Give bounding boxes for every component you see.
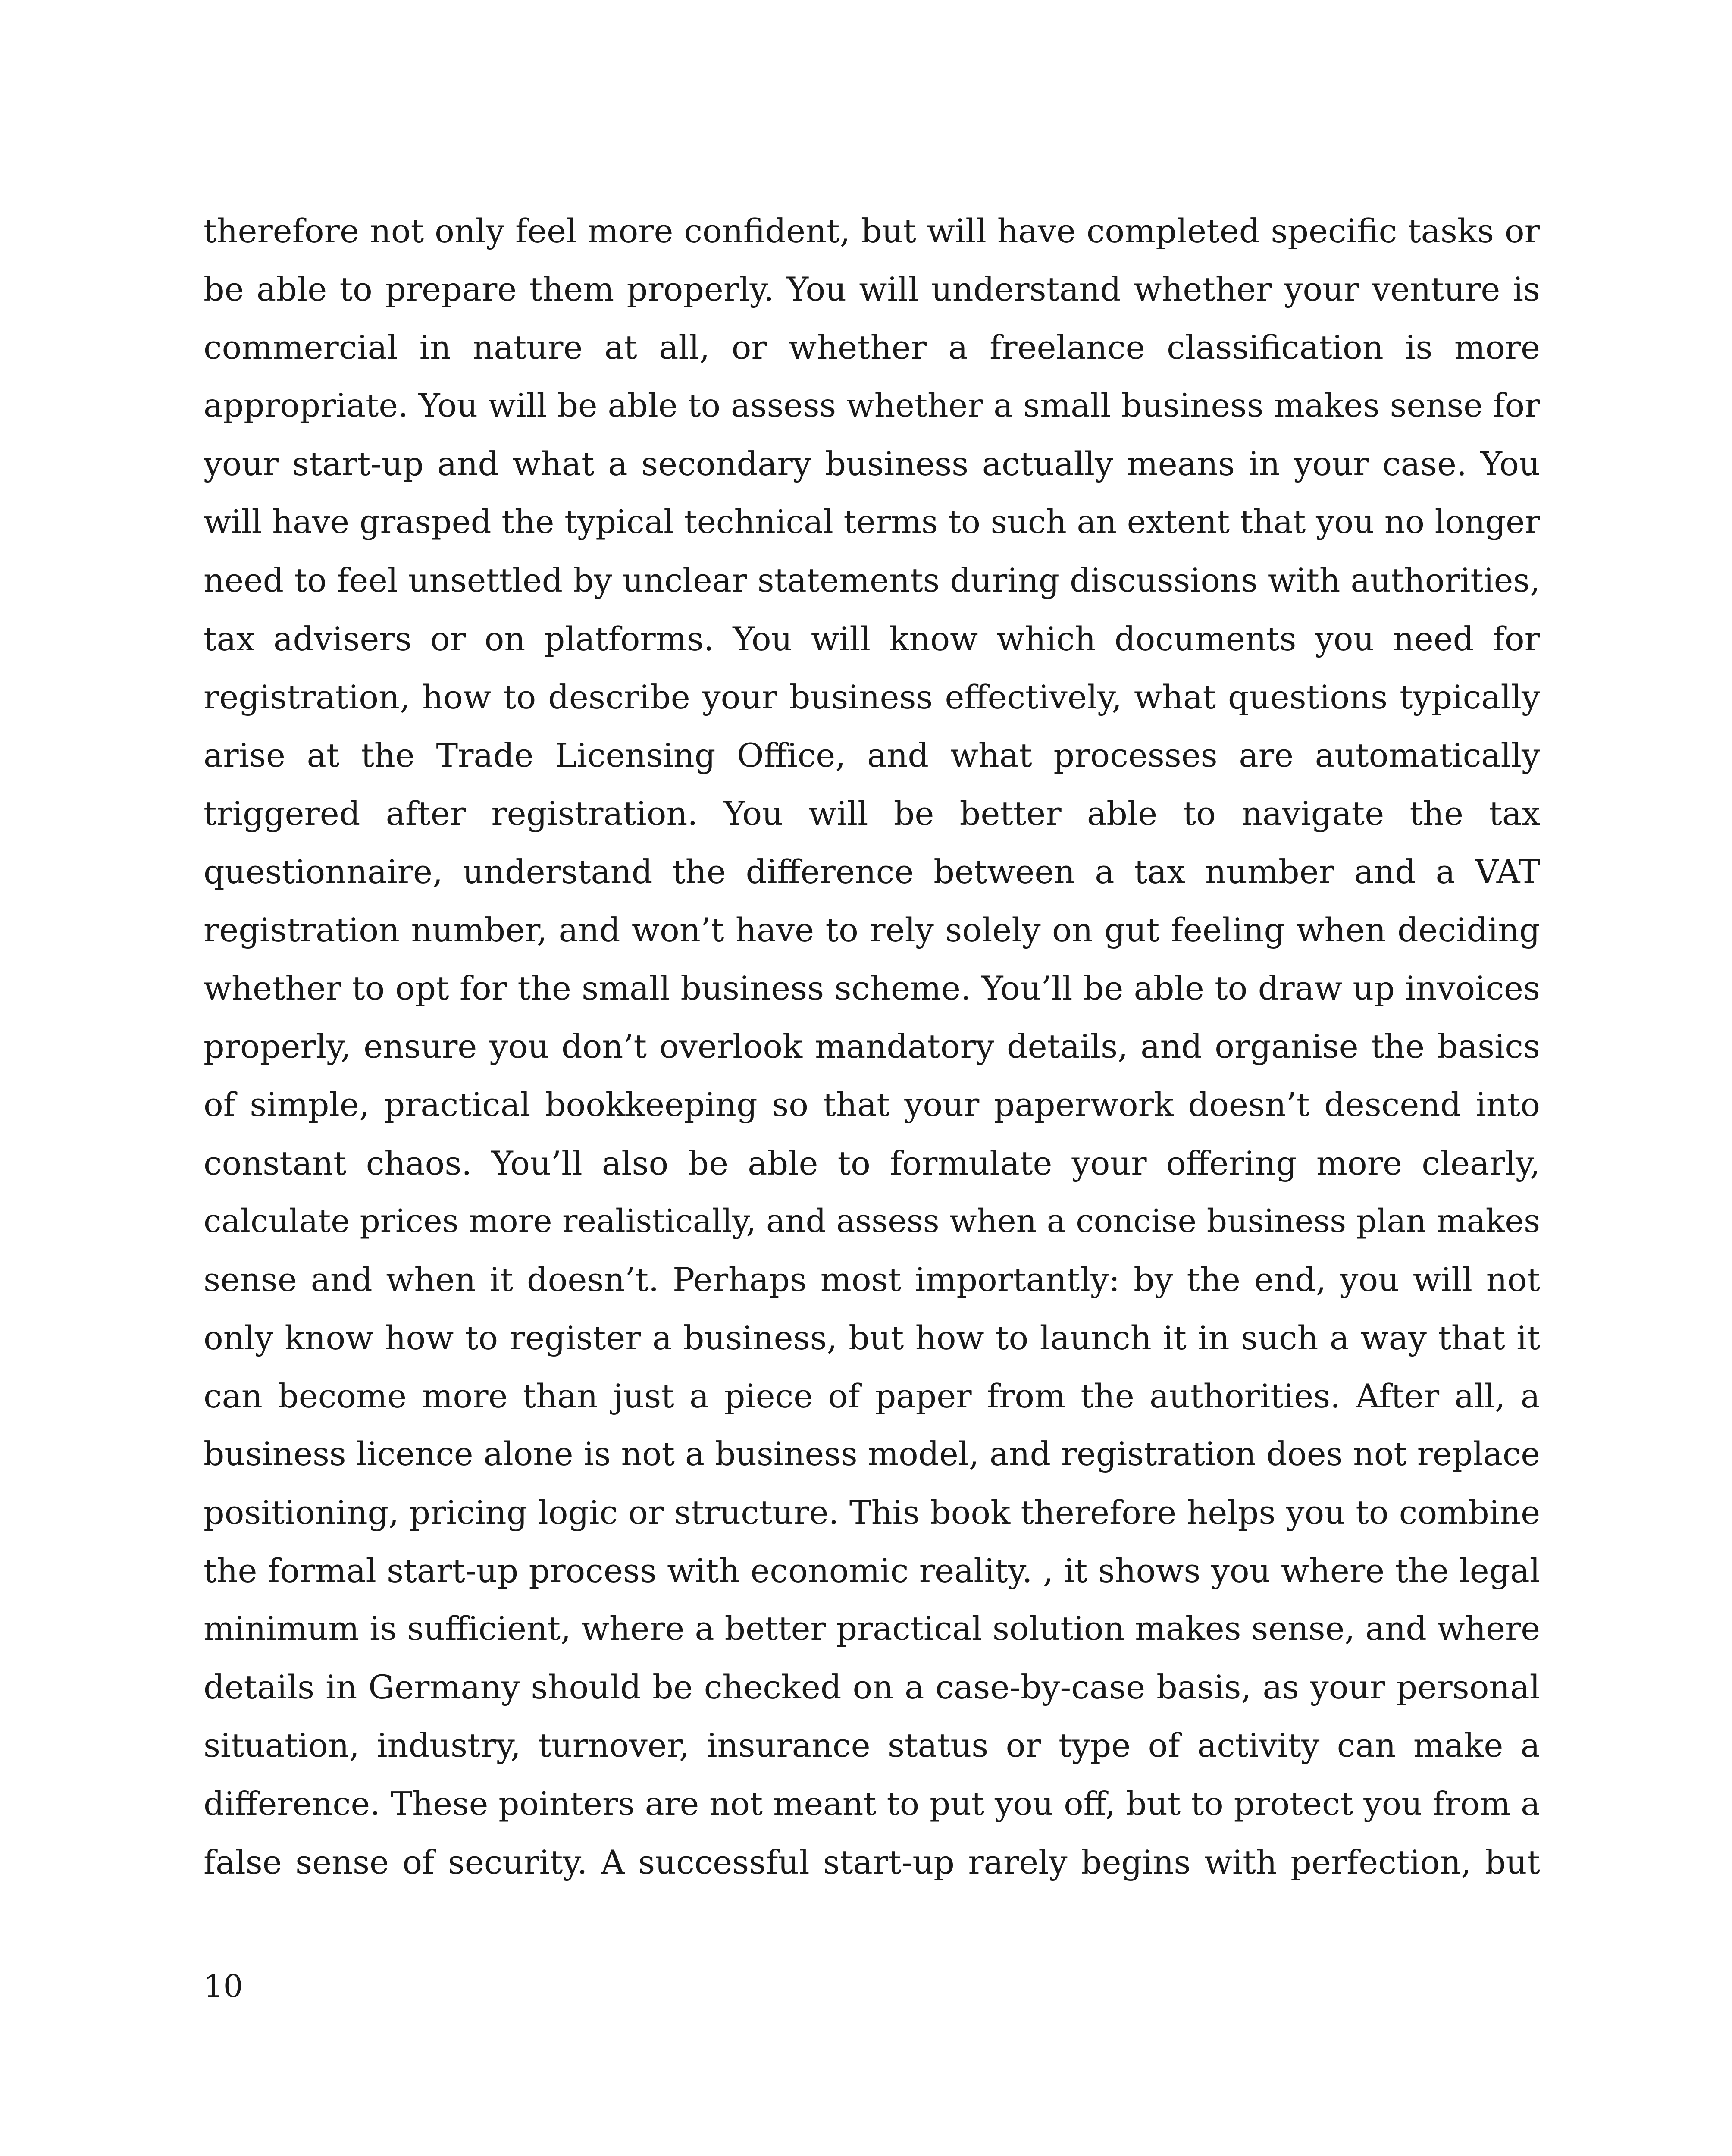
text-line: difference. These pointers are not meant to put you off, but to protect you from a — [204, 1784, 1540, 1823]
text-line: situation, industry, turnover, insurance status or type of activity can make a — [204, 1726, 1540, 1765]
text-line: properly, ensure you don’t overlook mandatory details, and organise the basics — [204, 1027, 1540, 1066]
text-line: of simple, practical bookkeeping so that your paperwork doesn’t descend into — [204, 1085, 1540, 1124]
page-number: 10 — [204, 1968, 243, 2004]
text-line: sense and when it doesn’t. Perhaps most importantly: by the end, you will not — [204, 1260, 1540, 1299]
text-line: calculate prices more realistically, and assess when a concise business plan makes — [204, 1202, 1540, 1240]
text-line: registration number, and won’t have to rely solely on gut feeling when deciding — [204, 911, 1540, 950]
text-line: only know how to register a business, but how to launch it in such a way that it — [204, 1318, 1540, 1357]
text-line: questionnaire, understand the difference between a tax number and a VAT — [204, 852, 1540, 891]
text-line: false sense of security. A successful start-up rarely begins with perfection, but — [204, 1843, 1540, 1881]
text-line: appropriate. You will be able to assess whether a small business makes sense for — [204, 386, 1540, 425]
text-line: the formal start-up process with economic reality. , it shows you where the legal — [204, 1551, 1540, 1590]
text-line: your start-up and what a secondary business actually means in your case. You — [204, 445, 1540, 483]
text-line: positioning, pricing logic or structure. This book therefore helps you to combine — [204, 1493, 1540, 1532]
text-line: can become more than just a piece of paper from the authorities. After all, a — [204, 1376, 1540, 1415]
text-line: therefore not only feel more confident, but will have completed specific tasks or — [204, 212, 1540, 250]
text-line: arise at the Trade Licensing Office, and what processes are automatically — [204, 736, 1540, 774]
text-line: triggered after registration. You will be better able to navigate the tax — [204, 794, 1540, 833]
text-line: commercial in nature at all, or whether a freelance classification is more — [204, 328, 1540, 367]
text-line: business licence alone is not a business model, and registration does not replace — [204, 1435, 1540, 1473]
text-line: constant chaos. You’ll also be able to formulate your offering more clearly, — [204, 1144, 1540, 1182]
text-line: need to feel unsettled by unclear statements during discussions with authorities, — [204, 561, 1540, 599]
text-line: will have grasped the typical technical terms to such an extent that you no longer — [204, 503, 1540, 541]
text-line: details in Germany should be checked on a case-by-case basis, as your personal — [204, 1668, 1540, 1707]
text-line: be able to prepare them properly. You will understand whether your venture is — [204, 270, 1540, 309]
text-line: minimum is sufficient, where a better practical solution makes sense, and where — [204, 1610, 1540, 1648]
text-line: whether to opt for the small business scheme. You’ll be able to draw up invoices — [204, 969, 1540, 1008]
text-line: registration, how to describe your business effectively, what questions typically — [204, 677, 1540, 716]
body-paragraph — [204, 202, 1540, 1891]
text-line: tax advisers or on platforms. You will know which documents you need for — [204, 619, 1540, 658]
